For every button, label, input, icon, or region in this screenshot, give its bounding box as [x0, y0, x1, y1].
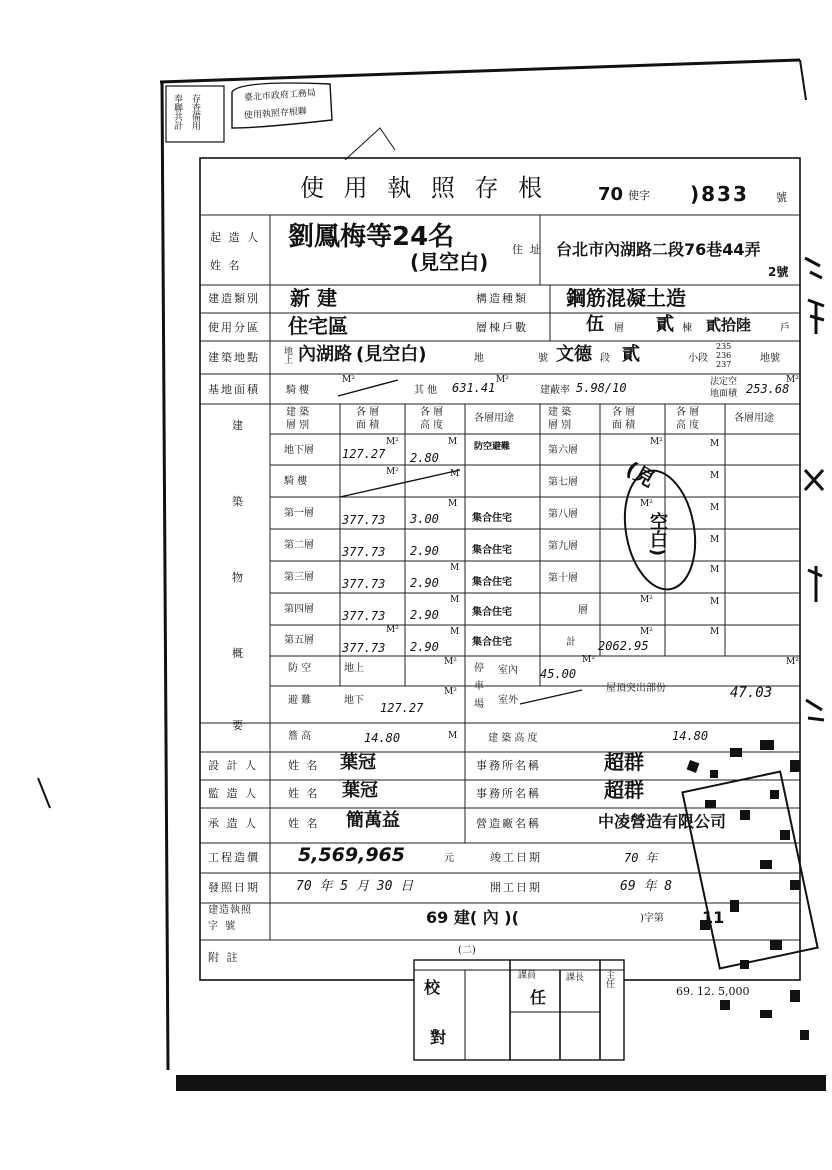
- floor-area: 377.73: [342, 641, 386, 655]
- unit-mark: M: [448, 499, 458, 509]
- completion-label: 竣工日期: [490, 851, 542, 864]
- bldg-height-label: 建 築 高 度: [488, 733, 538, 744]
- review-cell-d: 主任: [604, 970, 614, 988]
- site-lot-numbers: 235 236 237: [716, 342, 732, 369]
- vacant-label-a: 法定空: [710, 377, 738, 387]
- review-cell-a: 課員: [518, 971, 537, 981]
- permit-no-value: 69 建( 內 )(: [426, 908, 519, 927]
- circle-annotation-b: 空白): [647, 512, 668, 557]
- floor-height: 2.90: [410, 640, 439, 654]
- other-label: 其 他: [414, 385, 438, 396]
- supervisor-office-label: 事務所名稱: [476, 787, 541, 800]
- tower-label: 防 空: [288, 663, 312, 674]
- yard-indoor-value: 45.00: [540, 667, 577, 681]
- start-value: 69 年 8: [620, 879, 673, 894]
- tower-below-value: 127.27: [380, 701, 424, 715]
- yuan: 元: [444, 853, 454, 864]
- supervisor-label: 監 造 人: [208, 787, 258, 800]
- side-char-3: 物: [232, 571, 245, 584]
- structure-type-label: 構造種類: [476, 292, 528, 305]
- unit-mark: M: [448, 437, 458, 447]
- total-floor-area: 2062.95: [598, 639, 649, 653]
- floor-label-r: 第七層: [548, 477, 578, 488]
- arcade-unit: M²: [342, 375, 355, 385]
- site-hao: 號: [538, 353, 548, 364]
- floor-label: 第四層: [284, 604, 314, 615]
- protrusion-label: 屋頂突出部份: [606, 683, 666, 694]
- floor-label-r: 第八層: [548, 509, 578, 520]
- site-duan: 段: [600, 353, 610, 364]
- floor-label-r: 計: [566, 637, 576, 648]
- unit-mark: M²: [444, 657, 457, 667]
- unit-mark: M²: [582, 655, 595, 665]
- permit-no-label-a: 建造執照: [208, 905, 252, 916]
- contractor-name-label: 姓 名: [288, 817, 320, 830]
- floor-area: 377.73: [342, 609, 386, 623]
- construction-type-value: 新 建: [290, 286, 337, 310]
- structure-type-value: 鋼筋混凝土造: [566, 286, 686, 310]
- floor-use: 集合住宅: [472, 545, 512, 556]
- other-area-value: 631.41: [452, 381, 496, 395]
- unit-mark: M: [450, 469, 460, 479]
- floor-use: 防空避難: [474, 442, 511, 452]
- site-area-label: 基地面積: [208, 383, 260, 396]
- th-area-r-sub: 面 積: [612, 420, 636, 431]
- floor-label: 地下層: [284, 445, 314, 456]
- th-floor-r: 建 築: [548, 407, 572, 418]
- yard-label-b: 車: [474, 681, 484, 692]
- issue-value: 70 年 5 月 30 日: [296, 879, 414, 894]
- corner-stamp-right-text-2: 使用執照存根聯: [243, 106, 308, 122]
- floors-unit: 層: [614, 323, 624, 334]
- floors-value: 伍: [586, 314, 604, 335]
- th-floor-r-sub: 層 別: [548, 420, 572, 431]
- th-height-r: 各 層: [676, 407, 700, 418]
- unit-mark: M: [710, 439, 720, 449]
- floors-units-label: 層棟戶數: [476, 321, 528, 334]
- unit-mark: M: [710, 503, 720, 513]
- floor-area: 377.73: [342, 545, 386, 559]
- permit-number-suffix: 號: [776, 191, 787, 204]
- th-area: 各 層: [356, 407, 380, 418]
- unit-mark: M: [450, 563, 460, 573]
- th-floor: 建 築: [286, 407, 310, 418]
- usage-zone-label: 使用分區: [208, 321, 260, 334]
- protrusion-value: 47.03: [730, 685, 773, 701]
- corner-stamp-left-text-1: 奉聯共計: [172, 94, 182, 130]
- unit-mark: M²: [640, 627, 653, 637]
- floor-area: 127.27: [342, 447, 386, 461]
- builder-address-line2: 2號: [768, 265, 789, 279]
- floor-use: 集合住宅: [472, 513, 512, 524]
- floor-height: 2.90: [410, 544, 439, 558]
- designer-name-label: 姓 名: [288, 759, 320, 772]
- unit-mark: M: [448, 731, 458, 741]
- permit-no-label-b: 字 號: [208, 921, 238, 932]
- site-lot: 貳: [622, 344, 640, 365]
- floor-area: 377.73: [342, 513, 386, 527]
- floor-height: 2.90: [410, 608, 439, 622]
- unit-mark: M²: [386, 625, 399, 635]
- floor-label: 騎 樓: [284, 476, 308, 487]
- address-label-b: 址: [530, 243, 543, 256]
- th-floor-sub: 層 別: [286, 420, 310, 431]
- yard-label-c: 場: [474, 699, 484, 710]
- th-area-r: 各 層: [612, 407, 636, 418]
- circle-annotation-a: (見: [621, 456, 660, 492]
- builder-name: 劉鳳梅等24名: [288, 222, 455, 252]
- floor-label-r: 層: [578, 605, 588, 616]
- bldg-height-value: 14.80: [672, 729, 709, 743]
- corner-stamp-left-text-2: 存查備用: [190, 94, 200, 130]
- contractor-name: 簡萬益: [346, 810, 400, 831]
- designer-name: 葉冠: [340, 752, 376, 773]
- unit-mark: M²: [640, 595, 653, 605]
- review-box-top: (二): [458, 945, 476, 956]
- yard-label-a: 停: [474, 663, 484, 674]
- designer-office-label: 事務所名稱: [476, 759, 541, 772]
- review-dui: 對: [430, 1028, 447, 1047]
- th-height: 各 層: [420, 407, 444, 418]
- vacant-unit: M²: [786, 375, 799, 385]
- households-unit: 戶: [780, 323, 790, 334]
- unit-mark: M: [710, 627, 720, 637]
- side-char-2: 築: [232, 495, 245, 508]
- unit-mark: M: [710, 597, 720, 607]
- completion-value: 70 年: [624, 851, 658, 865]
- unit-mark: M: [450, 627, 460, 637]
- floor-height: 2.80: [410, 451, 439, 465]
- unit-mark: M²: [786, 657, 799, 667]
- unit-mark: M²: [650, 437, 663, 447]
- permit-zi: )字第: [640, 913, 664, 924]
- side-char-4: 概: [232, 647, 245, 660]
- unit-mark: M²: [640, 499, 653, 509]
- unit-mark: M²: [444, 687, 457, 697]
- unit-mark: M: [710, 565, 720, 575]
- review-jiao: 校: [424, 978, 441, 997]
- builder-label: 起 造 人: [210, 231, 260, 244]
- vacant-label-b: 地面積: [710, 389, 738, 399]
- floor-label: 第一層: [284, 508, 314, 519]
- review-cell-c: 課長: [566, 973, 585, 983]
- supervisor-name: 葉冠: [342, 780, 378, 801]
- designer-label: 設 計 人: [208, 759, 258, 772]
- th-use: 各層用途: [474, 413, 514, 424]
- th-area-sub: 面 積: [356, 420, 380, 431]
- site-xiaoduan: 小段: [688, 353, 708, 364]
- contractor-firm: 中凌營造有限公司: [598, 812, 727, 831]
- construction-type-label: 建造類別: [208, 292, 260, 305]
- site-road-note: (見空白): [356, 344, 427, 365]
- builder-address: 台北市內湖路二段76巷44弄: [556, 240, 761, 259]
- floor-use: 集合住宅: [472, 577, 512, 588]
- eaves-value: 14.80: [364, 731, 401, 745]
- arcade-label: 騎 樓: [286, 385, 310, 396]
- unit-mark: M²: [386, 467, 399, 477]
- floor-label-r: 第九層: [548, 541, 578, 552]
- th-height-sub: 高 度: [420, 420, 444, 431]
- cost-value: 5,569,965: [298, 844, 405, 866]
- remarks-label: 附 註: [208, 951, 240, 964]
- floor-label-r: 第十層: [548, 573, 578, 584]
- site-road: 內湖路: [298, 344, 352, 365]
- unit-mark: M: [710, 535, 720, 545]
- contractor-firm-label: 營造廠名稱: [476, 817, 541, 830]
- side-char-1: 建: [232, 419, 245, 432]
- form-title: 使 用 執 照 存 根: [300, 174, 549, 202]
- floor-label-r: 第六層: [548, 445, 578, 456]
- corner-stamp-right: [232, 83, 332, 128]
- floor-height: 3.00: [410, 512, 439, 526]
- left-edge: [162, 82, 168, 1070]
- corner-stamp-right-text-1: 臺北市政府工務局: [243, 88, 317, 104]
- unit-mark: M²: [386, 437, 399, 447]
- builder-name-note: (見空白): [410, 250, 489, 274]
- permit-year: 70: [598, 184, 624, 205]
- permit-no-number: 11: [702, 908, 725, 927]
- red-seal-outline: [682, 772, 817, 969]
- eaves-label: 簷 高: [288, 731, 312, 742]
- unit-mark: M: [710, 471, 720, 481]
- buildings-value: 貳: [656, 314, 674, 335]
- issue-label: 發照日期: [208, 881, 260, 894]
- buildings-unit: 棟: [682, 323, 692, 334]
- floor-height: 2.90: [410, 576, 439, 590]
- bottom-shadow-bar: [176, 1075, 826, 1091]
- coverage-value: 5.98/10: [576, 381, 627, 395]
- floor-use: 集合住宅: [472, 637, 512, 648]
- designer-office: 超群: [604, 750, 644, 774]
- review-cell-b: 任: [530, 988, 547, 1007]
- shelter-label: 避 難: [288, 695, 312, 706]
- usage-zone-value: 住宅區: [288, 314, 348, 338]
- site-dihao: 地號: [760, 353, 780, 364]
- tower-below: 地下: [344, 695, 364, 706]
- address-label-a: 住: [512, 243, 525, 256]
- other-area-unit: M²: [496, 375, 509, 385]
- coverage-label: 建蔽率: [540, 385, 570, 396]
- yard-outdoor-label: 室外: [498, 695, 518, 706]
- vacant-value: 253.68: [746, 382, 790, 396]
- th-height-r-sub: 高 度: [676, 420, 700, 431]
- side-char-5: 要: [232, 719, 245, 732]
- printing-note: 69. 12. 5,000: [676, 985, 750, 998]
- site-section: 文德: [556, 344, 592, 365]
- builder-name-label: 姓 名: [210, 259, 242, 272]
- supervisor-name-label: 姓 名: [288, 787, 320, 800]
- permit-number: )833: [690, 182, 749, 206]
- unit-mark: M: [450, 595, 460, 605]
- yard-indoor-label: 室內: [498, 665, 518, 676]
- cost-label: 工程造價: [208, 851, 260, 864]
- contractor-label: 承 造 人: [208, 817, 258, 830]
- start-label: 開工日期: [490, 881, 542, 894]
- permit-char: 使字: [628, 189, 650, 202]
- floor-label: 第三層: [284, 572, 314, 583]
- floor-label: 第五層: [284, 635, 314, 646]
- site-di-shang: 地上: [282, 346, 292, 364]
- supervisor-office: 超群: [604, 778, 644, 802]
- floor-label: 第二層: [284, 540, 314, 551]
- site-label: 建築地點: [208, 351, 260, 364]
- site-di: 地: [474, 353, 484, 364]
- floor-area: 377.73: [342, 577, 386, 591]
- floor-use: 集合住宅: [472, 607, 512, 618]
- th-use-r: 各層用途: [734, 413, 774, 424]
- tower-above: 地上: [344, 663, 364, 674]
- top-edge: [160, 60, 800, 82]
- households-value: 貳拾陸: [706, 316, 752, 334]
